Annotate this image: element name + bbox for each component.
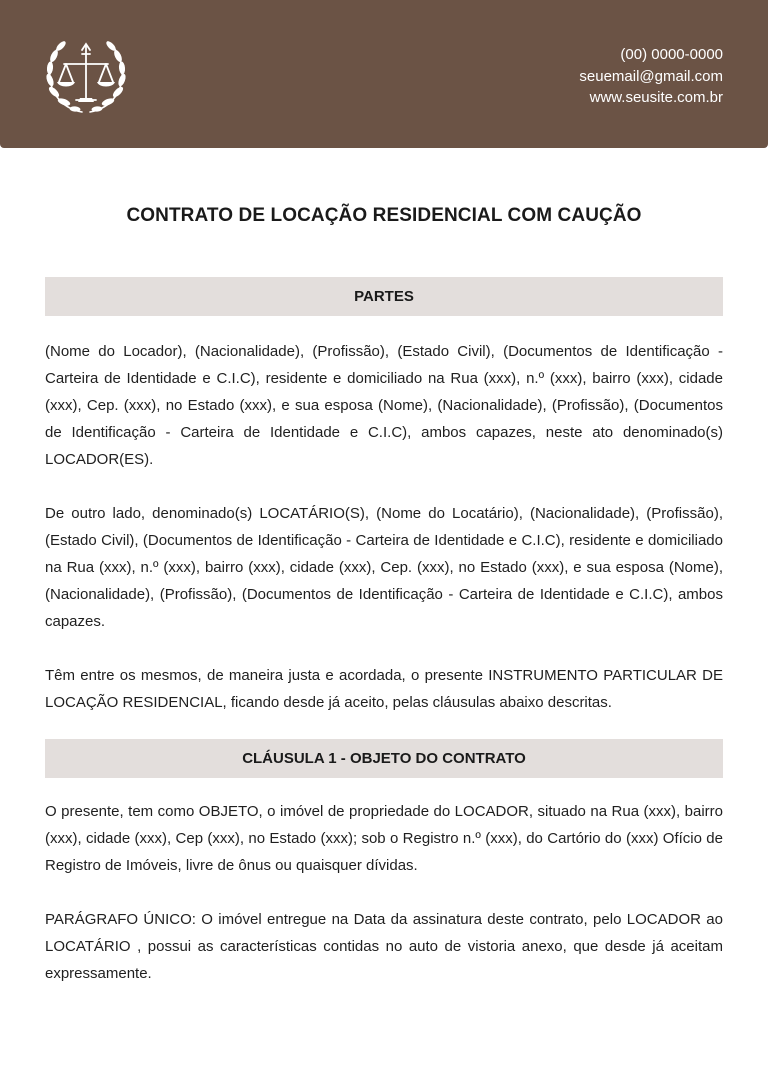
section-heading-clausula-1 bbox=[45, 739, 723, 778]
paragraph-paragrafo-unico: PARÁGRAFO ÚNICO: O imóvel entregue na Data da assinatura deste contrato, pelo LOCADOR ao LOCATÁRIO , possui as características contidas no auto de vistoria anexo, que desde já aceitam expressamente. bbox=[45, 911, 723, 982]
section-heading-label: CLÁUSULA 1 - OBJETO DO CONTRATO bbox=[242, 750, 526, 767]
section-heading-partes bbox=[45, 277, 723, 316]
section-heading-label: PARTES bbox=[354, 288, 414, 305]
website-url[interactable]: www.seusite.com.br bbox=[589, 89, 723, 106]
scales-of-justice-laurel-icon bbox=[42, 34, 130, 118]
document-title: CONTRATO DE LOCAÇÃO RESIDENCIAL COM CAUÇÃO bbox=[126, 205, 642, 226]
email-address[interactable]: seuemail@gmail.com bbox=[579, 67, 723, 85]
phone-number: (00) 0000-0000 bbox=[620, 46, 723, 63]
paragraph-locatario: De outro lado, denominado(s) LOCATÁRIO(S), (Nome do Locatário), (Nacionalidade), (Profissão), (Estado Civil), (Documentos de Identificação - Carteira de Identidade e C.I.C), residente e domiciliado na Rua (xxx), n.º (xxx), bairro (xxx), cidade (xxx), Cep. (xxx), no Estado (xxx), e sua esposa (Nome), (Nacionalidade), (Profissão), (Documentos de Identificação - Carteira de Identidade e C.I.C), ambos capazes. bbox=[45, 505, 723, 630]
contact-info bbox=[579, 44, 723, 109]
paragraph-objeto: O presente, tem como OBJETO, o imóvel de propriedade do LOCADOR, situado na Rua (xxx), bairro (xxx), cidade (xxx), Cep (xxx), no Estado (xxx); sob o Registro n.º (xxx), do Cartório do (xxx) Ofício de Registro de Imóveis, livre de ônus ou quaisquer dívidas. bbox=[45, 803, 723, 874]
paragraph-locador: (Nome do Locador), (Nacionalidade), (Profissão), (Estado Civil), (Documentos de Identificação - Carteira de Identidade e C.I.C), residente e domiciliado na Rua (xxx), n.º (xxx), bairro (xxx), cidade (xxx), Cep. (xxx), no Estado (xxx), e sua esposa (Nome), (Nacionalidade), (Profissão), (Documentos de Identificação - Carteira de Identidade e C.I.C), ambos capazes, neste ato denominado(s) LOCADOR(ES). bbox=[45, 343, 723, 468]
page-header bbox=[0, 0, 768, 148]
paragraph-acordo: Têm entre os mesmos, de maneira justa e acordada, o presente INSTRUMENTO PARTICULAR DE LOCAÇÃO RESIDENCIAL, ficando desde já aceito, pelas cláusulas abaixo descritas. bbox=[45, 667, 723, 711]
